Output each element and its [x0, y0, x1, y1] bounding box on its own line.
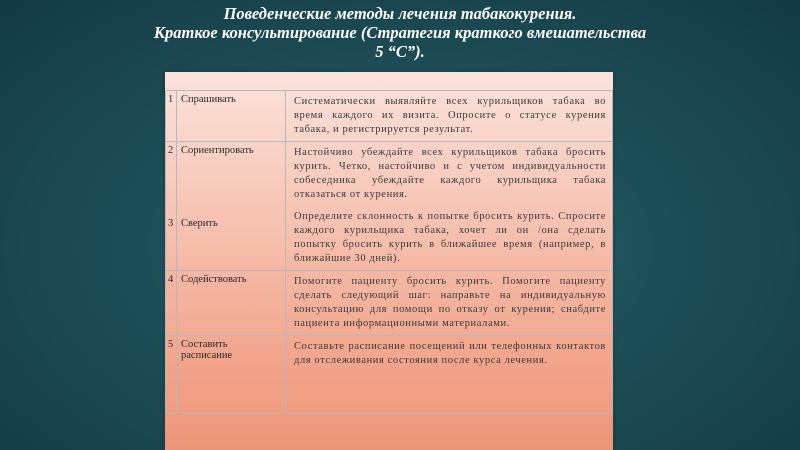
slide-title: [0, 4, 800, 61]
title-line-1: Поведенческие методы лечения табакокурения.: [223, 4, 577, 23]
row-number: 2: [168, 145, 174, 156]
step-description: Систематически выявляйте всех курильщиков табака во время каждого их визита. Опросите о статусе курения табака, и регистрируется результат.: [286, 91, 613, 142]
step-name-group: [177, 142, 286, 271]
step-description: Настойчиво убеждайте всех курильщиков табака бросить курить. Четко, настойчиво и с учетом индивидуальности собеседника убеждайте каждого курильщика табака отказаться от курения.: [294, 147, 606, 200]
step-description-group: [286, 142, 613, 271]
table-row: [166, 142, 613, 271]
strategy-table: [165, 90, 613, 413]
row-number: 5: [166, 336, 177, 413]
row-number-group: [166, 142, 177, 271]
title-line-2: Краткое консультирование (Стратегия краткого вмешательства: [153, 23, 647, 42]
title-line-3: 5 “С”).: [375, 42, 425, 61]
row-number: 4: [166, 271, 177, 336]
step-description: Помогите пациенту бросить курить. Помогите пациенту сделать следующий шаг: направьте на индивидуальную консультацию для помощи по отказу от курения; снабдите пациента информационными материалами.: [286, 271, 613, 336]
step-name: Спрашивать: [177, 91, 286, 142]
step-description-text: Составьте расписание посещений или телефонных контактов для отслеживания состояния после курса лечения.: [294, 341, 606, 366]
step-description: Определите склонность к попытке бросить курить. Спросите каждого курильщика табака, хочет ли он /она сделать попытку бросить курить в ближайшее время (например, в ближайшие 30 дней).: [294, 211, 606, 264]
step-name: Составить расписание: [177, 336, 286, 413]
step-name: Сверить: [181, 218, 218, 229]
table-row: [166, 91, 613, 142]
step-name: Содействовать: [177, 271, 286, 336]
row-number: 3: [168, 218, 174, 229]
strategy-table-card: [165, 72, 613, 450]
step-name: Сориентировать: [181, 145, 254, 156]
table-row: [166, 271, 613, 336]
table-row: [166, 336, 613, 413]
step-description: [286, 336, 613, 413]
row-number: 1: [166, 91, 177, 142]
